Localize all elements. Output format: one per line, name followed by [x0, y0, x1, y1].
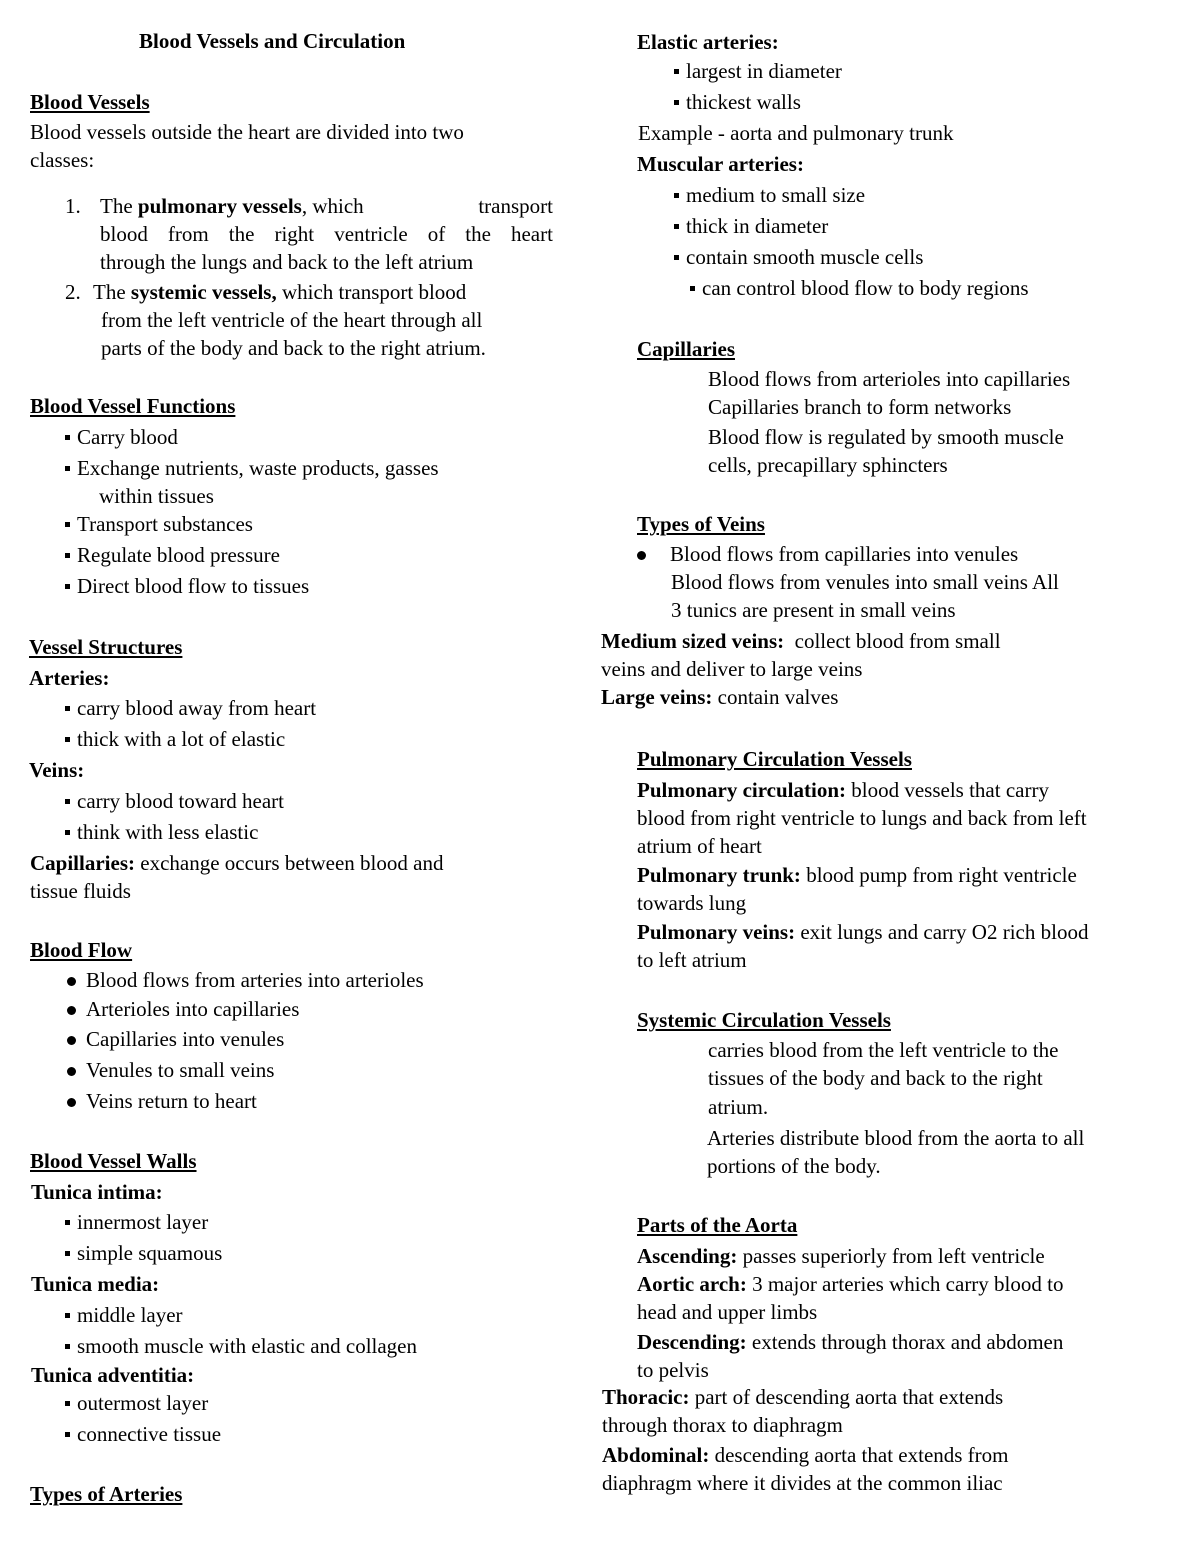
bullet-icon — [637, 551, 646, 560]
section-heading-capillaries: Capillaries — [637, 337, 735, 361]
pulmonary-trunk-definition: Pulmonary trunk: blood pump from right ventricle — [637, 863, 1077, 887]
capillaries-line: Blood flow is regulated by smooth muscle — [708, 425, 1064, 449]
pulmonary-circulation-cont: atrium of heart — [637, 834, 762, 858]
label-tunica-intima: Tunica intima: — [31, 1180, 163, 1204]
square-bullet-icon — [65, 584, 70, 589]
list-item: thickest walls — [674, 89, 801, 115]
medium-veins-definition: Medium sized veins: collect blood from small — [601, 629, 1001, 653]
square-bullet-icon — [674, 69, 679, 74]
capillaries-line: cells, precapillary sphincters — [708, 453, 948, 477]
list-word: , which — [301, 194, 364, 218]
list-word: right — [274, 222, 315, 246]
list-item: simple squamous — [65, 1240, 222, 1266]
square-bullet-icon — [65, 799, 70, 804]
label-tunica-media: Tunica media: — [31, 1272, 160, 1296]
list-word: of — [427, 222, 446, 246]
list-item-line: 3 tunics are present in small veins — [671, 598, 956, 622]
square-bullet-icon — [674, 255, 679, 260]
aortic-arch-cont: head and upper limbs — [637, 1300, 818, 1324]
square-bullet-icon — [65, 830, 70, 835]
list-item-line: from the left ventricle of the heart through all — [101, 308, 483, 332]
aortic-arch-definition: Aortic arch: 3 major arteries which carry blood to — [637, 1272, 1064, 1296]
sub-list-item: can control blood flow to body regions — [690, 275, 1029, 301]
list-word: ventricle — [334, 222, 408, 246]
list-word: transport — [478, 194, 553, 218]
list-item: innermost layer — [65, 1209, 208, 1235]
medium-veins-definition-cont: veins and deliver to large veins — [601, 657, 863, 681]
pulmonary-veins-cont: to left atrium — [637, 948, 747, 972]
capillaries-definition-cont: tissue fluids — [30, 879, 131, 903]
label-arteries: Arteries: — [29, 666, 110, 690]
square-bullet-icon — [674, 224, 679, 229]
list-item: largest in diameter — [674, 58, 842, 84]
square-bullet-icon — [690, 286, 695, 291]
square-bullet-icon — [65, 706, 70, 711]
pulmonary-circulation-definition: Pulmonary circulation: blood vessels that carry — [637, 778, 1049, 802]
label-tunica-adventitia: Tunica adventitia: — [31, 1363, 195, 1387]
list-item: Direct blood flow to tissues — [65, 573, 309, 599]
label-muscular-arteries: Muscular arteries: — [637, 152, 804, 176]
square-bullet-icon — [65, 1220, 70, 1225]
square-bullet-icon — [674, 193, 679, 198]
list-item-line: through the lungs and back to the left atrium — [100, 250, 474, 274]
square-bullet-icon — [65, 553, 70, 558]
list-word: which transport blood — [276, 280, 467, 304]
systemic-line: carries blood from the left ventricle to the — [708, 1038, 1059, 1062]
page-title: Blood Vessels and Circulation — [139, 29, 406, 53]
list-item: thick in diameter — [674, 213, 828, 239]
list-word: The — [100, 194, 133, 218]
list-item: Veins return to heart — [67, 1088, 257, 1114]
intro-text: Blood vessels outside the heart are divided into two — [30, 120, 464, 144]
bullet-icon — [67, 1067, 76, 1076]
square-bullet-icon — [65, 1344, 70, 1349]
bullet-icon — [67, 977, 76, 986]
capillaries-line: Capillaries branch to form networks — [708, 395, 1012, 419]
list-word: the — [465, 222, 491, 246]
list-item-line: within tissues — [99, 484, 214, 508]
ascending-definition: Ascending: passes superiorly from left ventricle — [637, 1244, 1045, 1268]
list-item: outermost layer — [65, 1390, 208, 1416]
abdominal-definition: Abdominal: descending aorta that extends from — [602, 1443, 1009, 1467]
list-item: smooth muscle with elastic and collagen — [65, 1333, 417, 1359]
list-item: Arterioles into capillaries — [67, 996, 299, 1022]
list-item: Blood flows from arteries into arterioles — [67, 967, 424, 993]
section-heading-pulmonary: Pulmonary Circulation Vessels — [637, 747, 912, 771]
list-item: middle layer — [65, 1302, 183, 1328]
list-item-line: parts of the body and back to the right atrium. — [101, 336, 486, 360]
list-item: Carry blood — [65, 424, 178, 450]
square-bullet-icon — [65, 1432, 70, 1437]
list-word: heart — [510, 222, 553, 246]
capillaries-line: Blood flows from arterioles into capillaries — [708, 367, 1071, 391]
list-item: think with less elastic — [65, 819, 258, 845]
elastic-example: Example - aorta and pulmonary trunk — [638, 121, 954, 145]
thoracic-cont: through thorax to diaphragm — [602, 1413, 843, 1437]
list-number: 2. — [65, 280, 81, 304]
bullet-icon — [67, 1098, 76, 1107]
section-heading-walls: Blood Vessel Walls — [30, 1149, 197, 1173]
square-bullet-icon — [65, 466, 70, 471]
list-word: the — [228, 222, 255, 246]
systemic-line: portions of the body. — [707, 1154, 881, 1178]
list-item: Regulate blood pressure — [65, 542, 280, 568]
square-bullet-icon — [65, 737, 70, 742]
capillaries-definition: Capillaries: exchange occurs between blood and — [30, 851, 444, 875]
square-bullet-icon — [65, 1401, 70, 1406]
section-heading-aorta: Parts of the Aorta — [637, 1213, 798, 1237]
list-item: carry blood toward heart — [65, 788, 284, 814]
list-item-line — [100, 221, 553, 247]
label-veins: Veins: — [29, 758, 85, 782]
pulmonary-trunk-cont: towards lung — [637, 891, 747, 915]
large-veins-definition: Large veins: contain valves — [601, 685, 839, 709]
systemic-line: atrium. — [708, 1095, 769, 1119]
list-number: 1. — [65, 194, 81, 218]
bullet-icon — [67, 1006, 76, 1015]
list-word: The — [93, 280, 131, 304]
abdominal-cont: diaphragm where it divides at the common iliac — [602, 1471, 1003, 1495]
term-pulmonary-vessels: pulmonary vessels — [137, 194, 302, 218]
list-item-line: Blood flows from venules into small veins All — [671, 570, 1059, 594]
label-elastic-arteries: Elastic arteries: — [637, 30, 779, 54]
list-item: connective tissue — [65, 1421, 221, 1447]
thoracic-definition: Thoracic: part of descending aorta that extends — [602, 1385, 1004, 1409]
pulmonary-veins-definition: Pulmonary veins: exit lungs and carry O2 rich blood — [637, 920, 1089, 944]
section-heading-types-of-veins: Types of Veins — [637, 512, 765, 536]
list-item: carry blood away from heart — [65, 695, 316, 721]
square-bullet-icon — [65, 435, 70, 440]
bullet-icon — [67, 1036, 76, 1045]
list-word: from — [167, 222, 209, 246]
list-item: thick with a lot of elastic — [65, 726, 285, 752]
list-item: Capillaries into venules — [67, 1026, 284, 1052]
systemic-line: Arteries distribute blood from the aorta to all — [707, 1126, 1085, 1150]
square-bullet-icon — [65, 522, 70, 527]
list-item-pulmonary-vessels — [100, 193, 553, 219]
section-heading-structures: Vessel Structures — [29, 635, 183, 659]
section-heading-blood-flow: Blood Flow — [30, 938, 133, 962]
systemic-line: tissues of the body and back to the right — [708, 1066, 1043, 1090]
descending-cont: to pelvis — [637, 1358, 709, 1382]
list-item: Venules to small veins — [67, 1057, 274, 1083]
square-bullet-icon — [65, 1251, 70, 1256]
term-systemic-vessels: systemic vessels, — [130, 280, 277, 304]
descending-definition: Descending: extends through thorax and abdomen — [637, 1330, 1064, 1354]
square-bullet-icon — [674, 100, 679, 105]
square-bullet-icon — [65, 1313, 70, 1318]
list-item: medium to small size — [674, 182, 865, 208]
list-item: Transport substances — [65, 511, 253, 537]
section-heading-types-of-arteries: Types of Arteries — [30, 1482, 183, 1506]
pulmonary-circulation-cont: blood from right ventricle to lungs and back from left — [637, 806, 1087, 830]
list-item: contain smooth muscle cells — [674, 244, 923, 270]
list-item: Blood flows from capillaries into venules — [637, 541, 1018, 567]
section-heading-functions: Blood Vessel Functions — [30, 394, 236, 418]
section-heading-systemic: Systemic Circulation Vessels — [637, 1008, 891, 1032]
section-heading-blood-vessels: Blood Vessels — [30, 90, 150, 114]
list-item: Exchange nutrients, waste products, gasses — [65, 455, 439, 481]
intro-text: classes: — [30, 148, 95, 172]
list-item-systemic-vessels — [93, 279, 466, 305]
list-word: blood — [100, 222, 148, 246]
